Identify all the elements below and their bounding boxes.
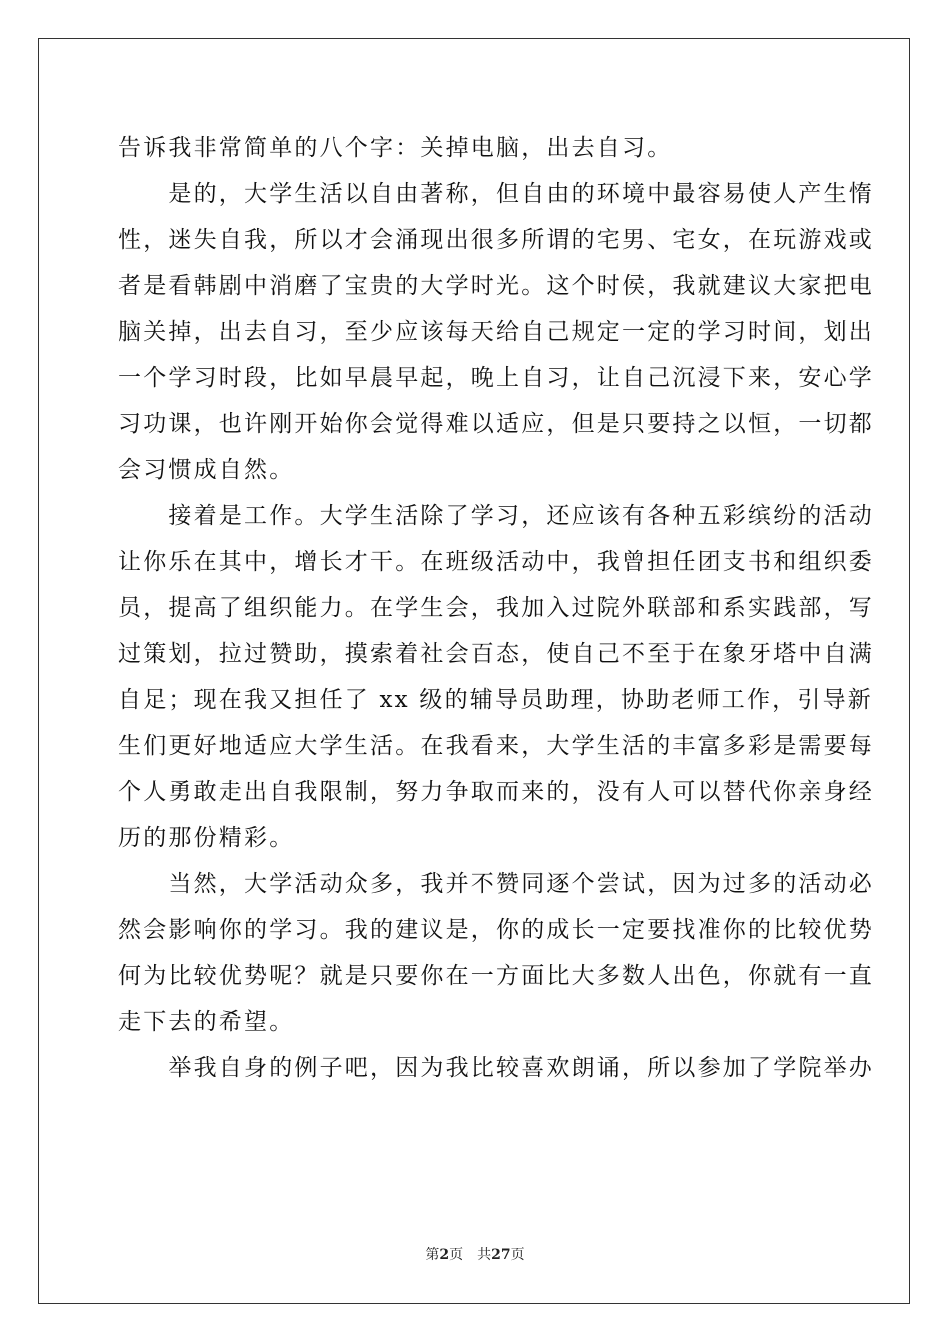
text-line: 何为比较优势呢？就是只要你在一方面比大多数人出色，你就有一直: [118, 963, 874, 989]
text-line: 历的那份精彩。: [118, 825, 295, 851]
text-line: 接着是工作。大学生活除了学习，还应该有各种五彩缤纷的活动: [118, 503, 874, 529]
text-line: 然会影响你的学习。我的建议是，你的成长一定要找准你的比较优势: [118, 917, 874, 943]
footer-mid: 页 共: [449, 1247, 492, 1263]
text-line: 脑关掉，出去自习，至少应该每天给自己规定一定的学习时间，划出: [118, 319, 874, 345]
footer-prefix: 第: [425, 1247, 440, 1263]
text-line: 会习惯成自然。: [118, 457, 295, 483]
text-line: 让你乐在其中，增长才干。在班级活动中，我曾担任团支书和组织委: [118, 549, 874, 575]
current-page-number: 2: [439, 1247, 450, 1263]
text-line: 举我自身的例子吧，因为我比较喜欢朗诵，所以参加了学院举办: [118, 1055, 874, 1081]
text-line: 告诉我非常简单的八个字：关掉电脑，出去自习。: [118, 135, 673, 161]
text-line: 性，迷失自我，所以才会涌现出很多所谓的宅男、宅女，在玩游戏或: [118, 227, 874, 253]
text-line: 是的，大学生活以自由著称，但自由的环境中最容易使人产生惰: [118, 181, 874, 207]
text-line: 自足；现在我又担任了 xx 级的辅导员助理，协助老师工作，引导新: [118, 687, 873, 713]
footer-suffix: 页: [510, 1247, 525, 1263]
total-page-count: 27: [491, 1247, 511, 1263]
text-line: 当然，大学活动众多，我并不赞同逐个尝试，因为过多的活动必: [118, 871, 874, 897]
text-line: 过策划，拉过赞助，摸索着社会百态，使自己不至于在象牙塔中自满: [118, 641, 874, 667]
text-line: 生们更好地适应大学生活。在我看来，大学生活的丰富多彩是需要每: [118, 733, 874, 759]
document-text: [118, 125, 874, 1091]
page-footer: [0, 1244, 950, 1264]
text-line: 员，提高了组织能力。在学生会，我加入过院外联部和系实践部，写: [118, 595, 874, 621]
text-line: 一个学习时段，比如早晨早起，晚上自习，让自己沉浸下来，安心学: [118, 365, 874, 391]
text-line: 习功课，也许刚开始你会觉得难以适应，但是只要持之以恒，一切都: [118, 411, 874, 437]
text-line: 走下去的希望。: [118, 1009, 295, 1035]
text-line: 个人勇敢走出自我限制，努力争取而来的，没有人可以替代你亲身经: [118, 779, 874, 805]
document-body: [118, 125, 874, 1091]
text-line: 者是看韩剧中消磨了宝贵的大学时光。这个时侯，我就建议大家把电: [118, 273, 874, 299]
